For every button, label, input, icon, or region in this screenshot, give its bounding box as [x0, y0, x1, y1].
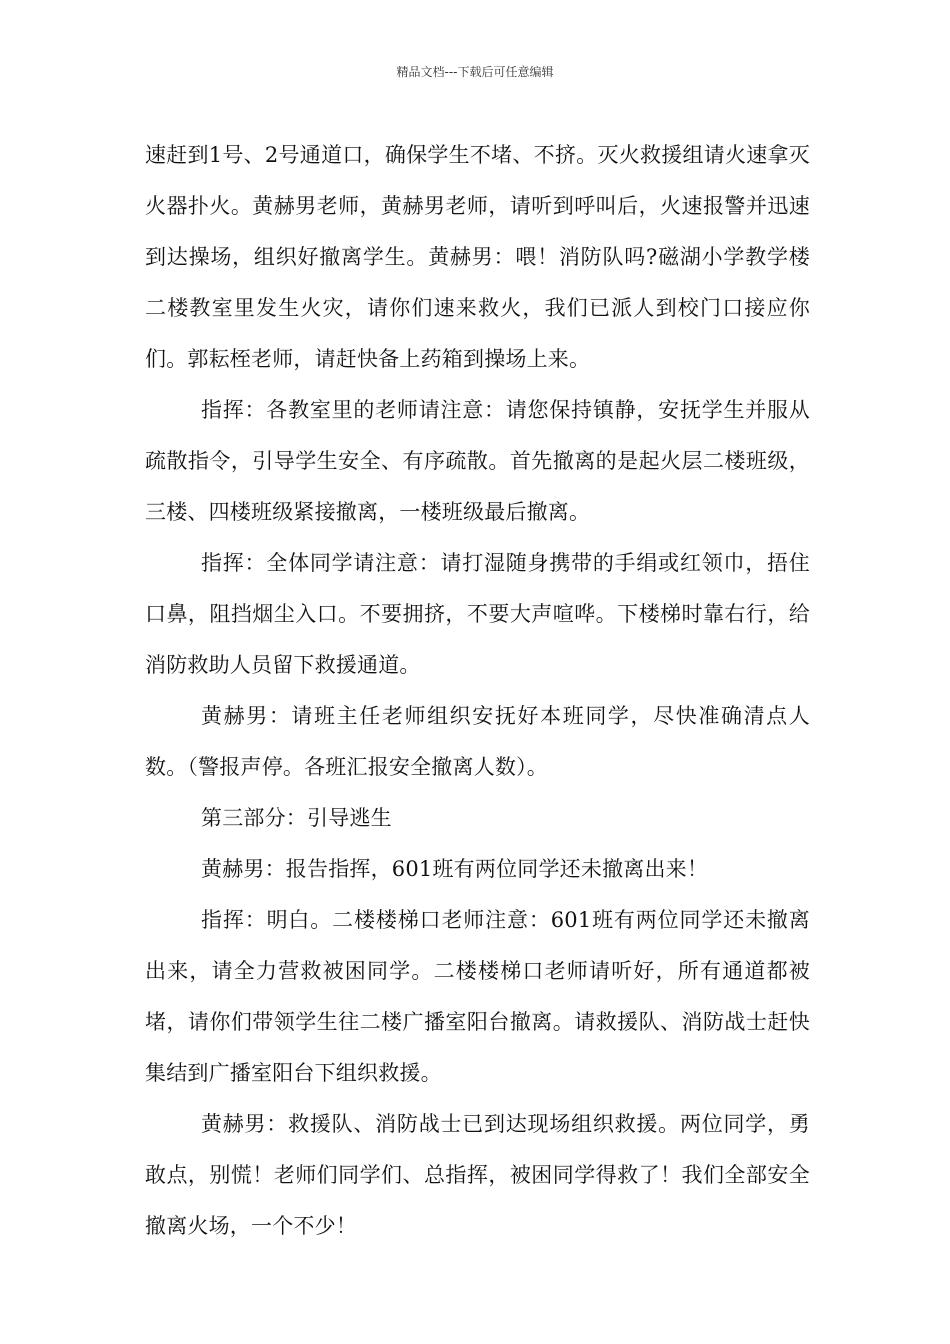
paragraph-6: 黄赫男：报告指挥，601班有两位同学还未撤离出来！: [201, 857, 709, 881]
paragraph-2: 指挥：各教室里的老师请注意：请您保持镇静，安抚学生并服从疏散指令，引导学生安全、有序疏散。首先撤离的是起火层二楼班级，三楼、四楼班级紧接撤离，一楼班级最后撤离。: [145, 398, 810, 524]
paragraph-4: 黄赫男：请班主任老师组织安抚好本班同学，尽快准确清点人数。（警报声停。各班汇报安全撤离人数）。: [145, 704, 810, 779]
paragraph-3: 指挥：全体同学请注意：请打湿随身携带的手绢或红领巾，捂住口鼻，阻挡烟尘入口。不要拥挤，不要大声喧哗。下楼梯时靠右行，给消防救助人员留下救援通道。: [145, 551, 810, 677]
paragraph-1: 速赶到1号、2号通道口，确保学生不堵、不挤。灭火救援组请火速拿灭火器扑火。黄赫男老师，黄赫男老师，请听到呼叫后，火速报警并迅速到达操场，组织好撤离学生。黄赫男：喂！消防队吗?磁湖小学教学楼二楼教室里发生火灾，请你们速来救火，我们已派人到校门口接应你们。郭耘桎老师，请赶快备上药箱到操场上来。: [145, 143, 810, 371]
page-header: 精品文档---下载后可任意编辑: [396, 65, 554, 79]
document-body: [145, 130, 810, 1252]
paragraph-7: 指挥：明白。二楼楼梯口老师注意：601班有两位同学还未撤离出来，请全力营救被困同学。二楼楼梯口老师请听好，所有通道都被堵，请你们带领学生往二楼广播室阳台撤离。请救援队、消防战士赶快集结到广播室阳台下组织救援。: [145, 908, 810, 1085]
section-heading: 第三部分：引导逃生: [201, 806, 392, 830]
paragraph-8: 黄赫男：救援队、消防战士已到达现场组织救援。两位同学，勇敢点，别慌！老师们同学们、总指挥，被困同学得救了！我们全部安全撤离火场，一个不少！: [145, 1112, 810, 1238]
